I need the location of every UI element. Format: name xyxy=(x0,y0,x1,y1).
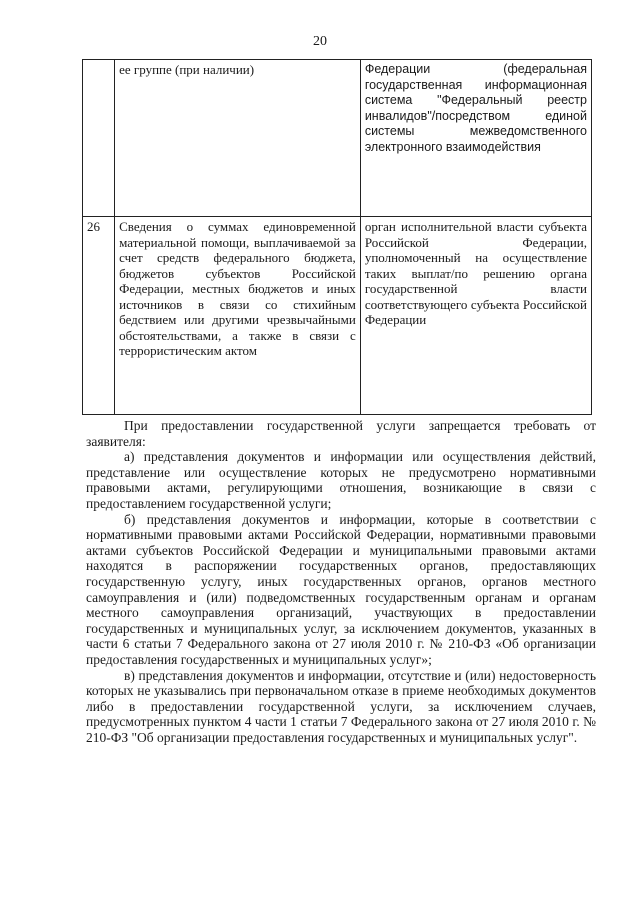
authority-text: Федерации (федеральная государственная информационная система "Федеральный реестр инвалидов"/посредством единой системы межведомственного электронного взаимодействия xyxy=(364,62,587,154)
requirements-table xyxy=(82,59,592,415)
paragraph-b: б) представления документов и информации, которые в соответствии с нормативными правовыми актами Российской Федерации, нормативными правовыми актами субъектов Российской Федерации и муниципальными правовыми актами находятся в распоряжении государственных органов, предоставляющих государственную услугу, иных государственных органов, органов местного самоуправления и (или) подведомственных государственным органам и органам местного самоуправления организаций, участвующих в предоставлении государственных и муниципальных услуг, за исключением документов, указанных в части 6 статьи 7 Федерального закона от 27 июля 2010 г. № 210-ФЗ «Об организации предоставления государственных и муниципальных услуг»; xyxy=(86,511,596,667)
authority-cell xyxy=(360,217,591,415)
table-row xyxy=(83,60,592,217)
authority-text: орган исполнительной власти субъекта Российской Федерации, уполномоченный на осуществление таких выплат/по решению органа государственной власти соответствующего субъекта Российской Федерации xyxy=(364,219,587,327)
row-number-cell xyxy=(83,60,115,217)
body-text xyxy=(86,418,596,745)
paragraph-intro: При предоставлении государственной услуги запрещается требовать от заявителя: xyxy=(86,418,596,449)
row-number-cell: 26 xyxy=(83,217,115,415)
document-name-text: ее группе (при наличии) xyxy=(119,62,255,77)
page-number: 20 xyxy=(313,34,327,49)
table-row xyxy=(83,217,592,415)
paragraph-a: а) представления документов и информации или осуществления действий, представление или осуществление которых не предусмотрено нормативными правовыми актами, регулирующими отношения, возникающие в связи с предоставлением государственной услуги; xyxy=(86,449,596,511)
paragraph-c: в) представления документов и информации, отсутствие и (или) недостоверность которых не указывались при первоначальном отказе в приеме необходимых документов либо в предоставлении государственной услуги, за исключением случаев, предусмотренных пунктом 4 части 1 статьи 7 Федерального закона от 27 июля 2010 г. № 210-ФЗ "Об организации предоставления государственных и муниципальных услуг". xyxy=(86,667,596,745)
document-name-cell xyxy=(115,217,361,415)
document-name-text: Сведения о суммах единовременной материальной помощи, выплачиваемой за счет средств федерального бюджета, бюджетов субъектов Российской Федерации, местных бюджетов и иных источников в связи со стихийным бедствием или другими чрезвычайными обстоятельствами, а также в связи с террористическим актом xyxy=(119,219,356,358)
document-name-cell xyxy=(115,60,361,217)
authority-cell xyxy=(360,60,591,217)
